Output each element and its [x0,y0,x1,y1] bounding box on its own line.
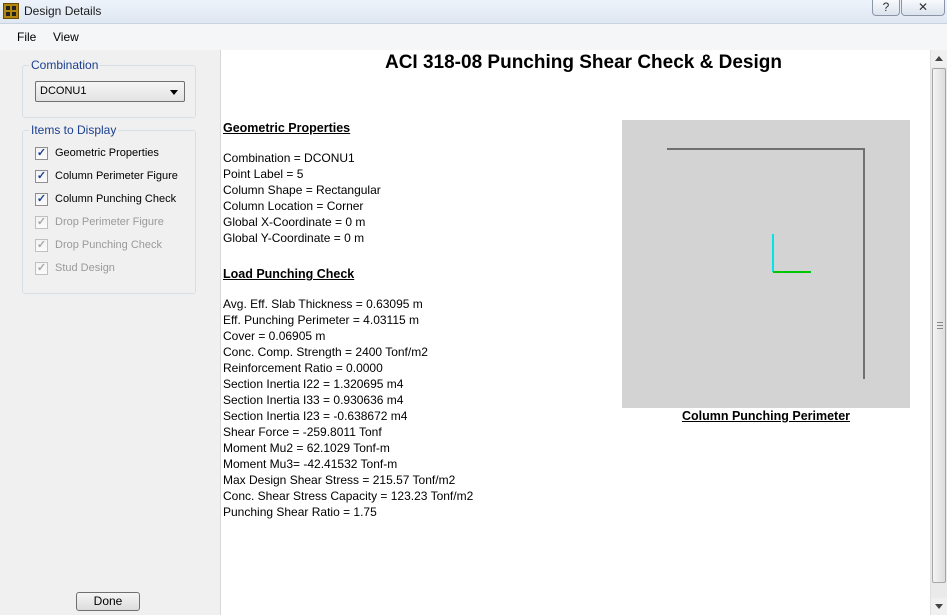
punching-perimeter-line [667,149,864,379]
combination-group-label: Combination [31,58,99,72]
app-icon [3,3,19,19]
checkbox-label: Drop Punching Check [55,239,163,251]
load-line: Section Inertia I33 = 0.930636 m4 [223,393,404,407]
geometric-line: Column Shape = Rectangular [223,183,381,197]
geometric-line: Combination = DCONU1 [223,151,355,165]
checkbox-check-icon: ✓ [36,216,47,228]
items-group-label: Items to Display [31,123,117,137]
scroll-thumb[interactable] [932,68,946,583]
checkbox-check-icon[interactable]: ✓ [36,170,47,182]
load-punching-check-heading: Load Punching Check [223,267,355,281]
title-bar [0,0,947,24]
done-button[interactable]: Done [76,592,140,611]
checkbox-check-icon[interactable]: ✓ [36,147,47,159]
geometric-line: Column Location = Corner [223,199,364,213]
grip-icon [937,322,943,329]
perimeter-diagram [622,120,910,408]
scroll-up-button[interactable] [931,50,947,67]
checkbox-label: Drop Perimeter Figure [55,216,164,228]
chevron-down-icon [170,90,178,95]
checkbox-label: Geometric Properties [55,147,159,159]
window-title: Design Details [24,4,102,18]
load-line: Shear Force = -259.8011 Tonf [223,425,382,439]
load-line: Punching Shear Ratio = 1.75 [223,505,377,519]
load-line: Conc. Shear Stress Capacity = 123.23 Tonf/m2 [223,489,474,503]
load-line: Max Design Shear Stress = 215.57 Tonf/m2 [223,473,456,487]
column-punching-perimeter-figure [622,120,910,408]
checkbox-label: Column Punching Check [55,193,177,205]
checkbox-label: Column Perimeter Figure [55,170,178,182]
checkbox-check-icon: ✓ [36,262,47,274]
load-line: Cover = 0.06905 m [223,329,326,343]
vertical-scrollbar[interactable] [930,50,947,615]
geometric-properties-heading: Geometric Properties [223,121,351,135]
menu-view[interactable]: View [53,30,79,44]
load-line: Moment Mu2 = 62.1029 Tonf-m [223,441,390,455]
report-view [220,50,930,615]
load-line: Section Inertia I23 = -0.638672 m4 [223,409,408,423]
left-panel [8,50,214,615]
geometric-line: Global Y-Coordinate = 0 m [223,231,365,245]
load-line: Moment Mu3= -42.41532 Tonf-m [223,457,398,471]
combination-select-value: DCONU1 [40,85,87,97]
load-line: Avg. Eff. Slab Thickness = 0.63095 m [223,297,423,311]
menu-file[interactable]: File [17,30,37,44]
checkbox-check-icon[interactable]: ✓ [36,193,47,205]
help-button[interactable]: ? [872,0,900,16]
close-button[interactable]: ✕ [901,0,945,16]
geometric-line: Global X-Coordinate = 0 m [223,215,366,229]
load-line: Conc. Comp. Strength = 2400 Tonf/m2 [223,345,428,359]
load-line: Eff. Punching Perimeter = 4.03115 m [223,313,420,327]
load-line: Reinforcement Ratio = 0.0000 [223,361,383,375]
checkbox-label: Stud Design [55,262,115,274]
checkbox-check-icon: ✓ [36,239,47,251]
figure-caption: Column Punching Perimeter [681,409,851,423]
report-title: ACI 318-08 Punching Shear Check & Design [384,52,782,73]
combination-select[interactable] [35,81,185,102]
menu-bar [0,24,947,50]
geometric-line: Point Label = 5 [223,167,304,181]
load-line: Section Inertia I22 = 1.320695 m4 [223,377,404,391]
scroll-down-button[interactable] [931,598,947,615]
